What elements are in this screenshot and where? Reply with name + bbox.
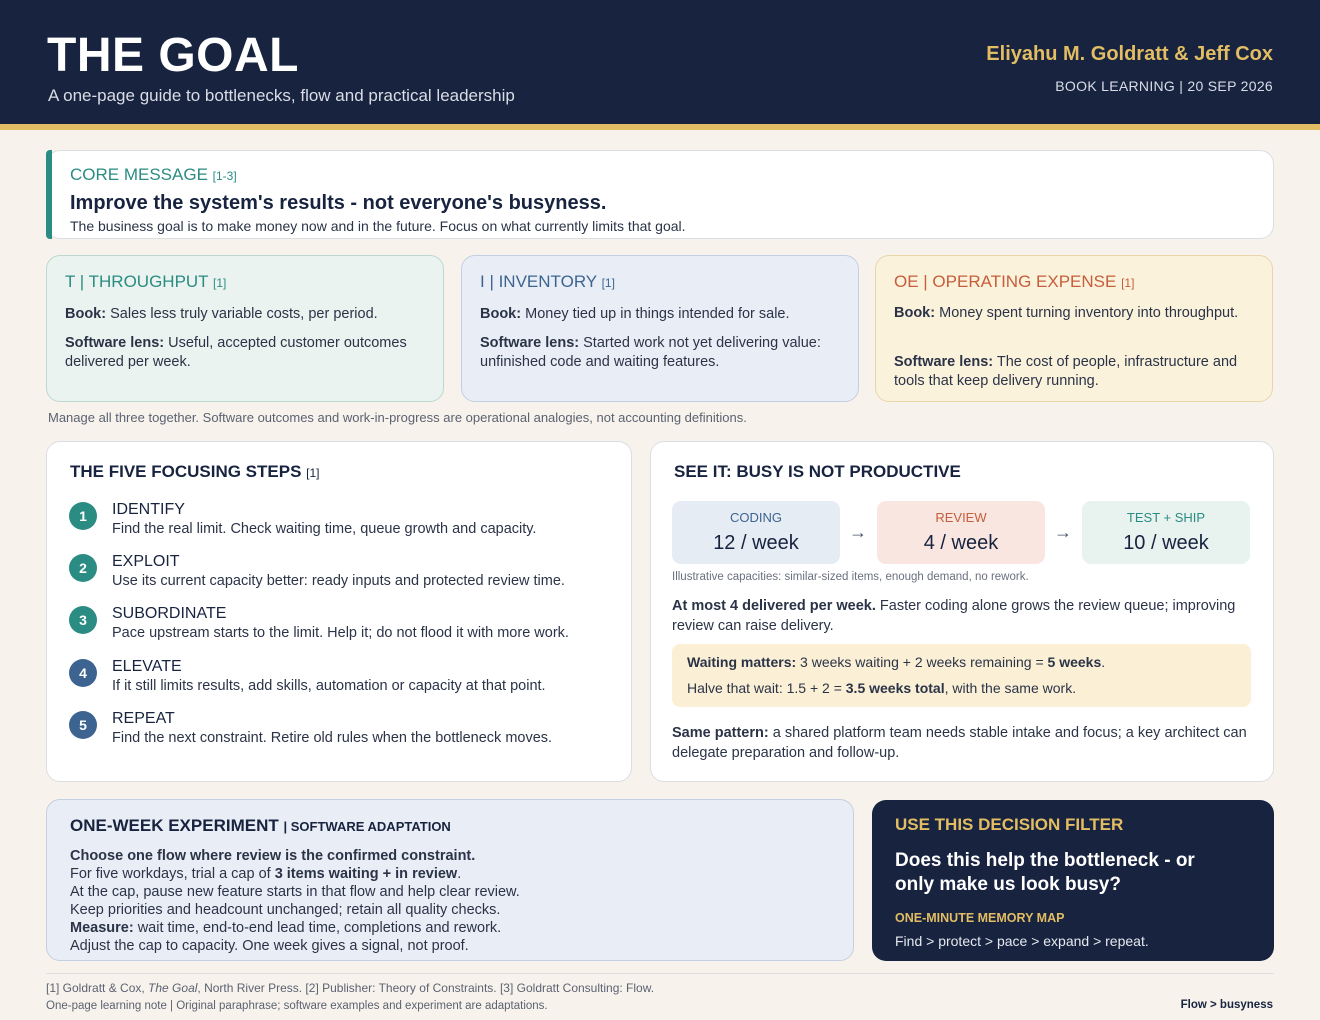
arrow-right-icon: → (1054, 522, 1072, 542)
experiment-line: Measure: wait time, end-to-end lead time, completions and rework. (70, 920, 502, 936)
experiment-line: Choose one flow where review is the confirmed constraint. (70, 848, 476, 864)
step-item (69, 501, 609, 545)
memory-map-label: ONE-MINUTE MEMORY MAP (895, 911, 1065, 925)
step-title: ELEVATE (112, 658, 182, 675)
throughput-lens: Software lens: Useful, accepted customer outcomes delivered per week. (65, 335, 407, 370)
filter-title: USE THIS DECISION FILTER (895, 815, 1124, 834)
throughput-card (46, 255, 444, 402)
steps-title: THE FIVE FOCUSING STEPS [1] (70, 462, 320, 481)
core-body: The business goal is to make money now and in the future. Focus on what currently limits that goal. (70, 218, 686, 234)
capacities-note: Illustrative capacities: similar-sized items, enough demand, no rework. (672, 571, 1029, 583)
step-description: Pace upstream starts to the limit. Help it; do not flood it with more work. (112, 625, 569, 641)
step-description: Use its current capacity better: ready inputs and protected review time. (112, 573, 565, 589)
step-number-badge: 2 (69, 554, 97, 582)
operating-expense-book: Book: Money spent turning inventory into throughput. (894, 305, 1239, 321)
experiment-line: At the cap, pause new feature starts in that flow and help clear review. (70, 884, 520, 900)
step-item (69, 658, 609, 702)
memory-map: Find > protect > pace > expand > repeat. (895, 933, 1149, 949)
step-title: IDENTIFY (112, 501, 185, 518)
stage-review (877, 501, 1045, 564)
stage-test-ship (1082, 501, 1250, 564)
footer-references: [1] Goldratt & Cox, The Goal, North River Press. [2] Publisher: Theory of Constraints. [3] Goldratt Consulting: Flow. (46, 981, 655, 995)
core-label: CORE MESSAGE [1-3] (70, 165, 237, 184)
busy-not-productive-card (650, 441, 1274, 782)
delivery-paragraph: At most 4 delivered per week. Faster coding alone grows the review queue; improving review can raise delivery. (672, 598, 1236, 634)
inventory-label: I | INVENTORY [1] (480, 272, 615, 291)
focusing-steps-card (46, 441, 632, 782)
experiment-lines (70, 847, 520, 955)
metrics-note: Manage all three together. Software outcomes and work-in-progress are operational analogies, not accounting definitions. (48, 410, 747, 425)
step-title: SUBORDINATE (112, 605, 227, 622)
step-item (69, 710, 609, 754)
stage-coding (672, 501, 840, 564)
core-message-card (46, 150, 1274, 239)
waiting-line: Waiting matters: 3 weeks waiting + 2 weeks remaining = 5 weeks. (687, 654, 1106, 670)
page-title: THE GOAL (47, 29, 299, 82)
waiting-callout (672, 644, 1251, 707)
header-stripe (0, 124, 1320, 130)
operating-expense-label: OE | OPERATING EXPENSE [1] (894, 272, 1135, 291)
experiment-line: Adjust the cap to capacity. One week gives a signal, not proof. (70, 938, 469, 954)
step-number-badge: 3 (69, 606, 97, 634)
stage-capacity: 4 / week (923, 532, 999, 554)
experiment-line: For five workdays, trial a cap of 3 items waiting + in review. (70, 866, 462, 882)
book-authors: Eliyahu M. Goldratt & Jeff Cox (986, 43, 1273, 65)
step-item (69, 553, 609, 597)
step-number-badge: 1 (69, 502, 97, 530)
throughput-label: T | THROUGHPUT [1] (65, 272, 227, 291)
core-ref: [1-3] (212, 169, 237, 183)
step-title: REPEAT (112, 710, 175, 727)
inventory-lens: Software lens: Started work not yet delivering value: unfinished code and waiting features. (480, 335, 821, 370)
inventory-book: Book: Money tied up in things intended for sale. (480, 306, 790, 322)
step-item (69, 605, 609, 649)
operating-expense-card (875, 255, 1273, 402)
footer-note: One-page learning note | Original paraphrase; software examples and experiment are adaptations. (46, 1000, 548, 1012)
stage-name: REVIEW (935, 510, 987, 525)
operating-expense-lens: Software lens: The cost of people, infrastructure and tools that keep delivery running. (894, 354, 1238, 389)
stage-capacity: 10 / week (1123, 532, 1209, 554)
stage-capacity: 12 / week (713, 532, 799, 554)
step-description: Find the real limit. Check waiting time, queue growth and capacity. (112, 521, 537, 537)
inventory-card (461, 255, 859, 402)
step-description: If it still limits results, add skills, automation or capacity at that point. (112, 678, 546, 694)
throughput-book: Book: Sales less truly variable costs, per period. (65, 306, 378, 322)
filter-question: Does this help the bottleneck - or only make us look busy? (895, 850, 1195, 895)
core-headline: Improve the system's results - not everyone's busyness. (70, 192, 607, 214)
arrow-right-icon: → (849, 522, 867, 542)
page-subtitle: A one-page guide to bottlenecks, flow and practical leadership (48, 86, 515, 105)
experiment-line: Keep priorities and headcount unchanged; retain all quality checks. (70, 902, 501, 918)
header-meta: BOOK LEARNING | 20 SEP 2026 (1055, 78, 1273, 94)
footer-tag: Flow > busyness (1180, 999, 1273, 1011)
step-number-badge: 4 (69, 659, 97, 687)
experiment-card (46, 799, 854, 961)
experiment-title: ONE-WEEK EXPERIMENT | SOFTWARE ADAPTATION (70, 816, 451, 835)
same-pattern-paragraph: Same pattern: a shared platform team needs stable intake and focus; a key architect can delegate preparation and follow-up. (672, 725, 1247, 761)
step-description: Find the next constraint. Retire old rules when the bottleneck moves. (112, 730, 553, 746)
core-accent-bar (46, 150, 52, 239)
stage-name: TEST + SHIP (1126, 510, 1206, 525)
footer-divider (46, 973, 1274, 974)
busy-title: SEE IT: BUSY IS NOT PRODUCTIVE (674, 462, 961, 481)
halve-wait-line: Halve that wait: 1.5 + 2 = 3.5 weeks total, with the same work. (687, 680, 1077, 696)
step-title: EXPLOIT (112, 553, 180, 570)
decision-filter-card (872, 800, 1274, 961)
step-number-badge: 5 (69, 711, 97, 739)
stage-name: CODING (730, 510, 782, 525)
